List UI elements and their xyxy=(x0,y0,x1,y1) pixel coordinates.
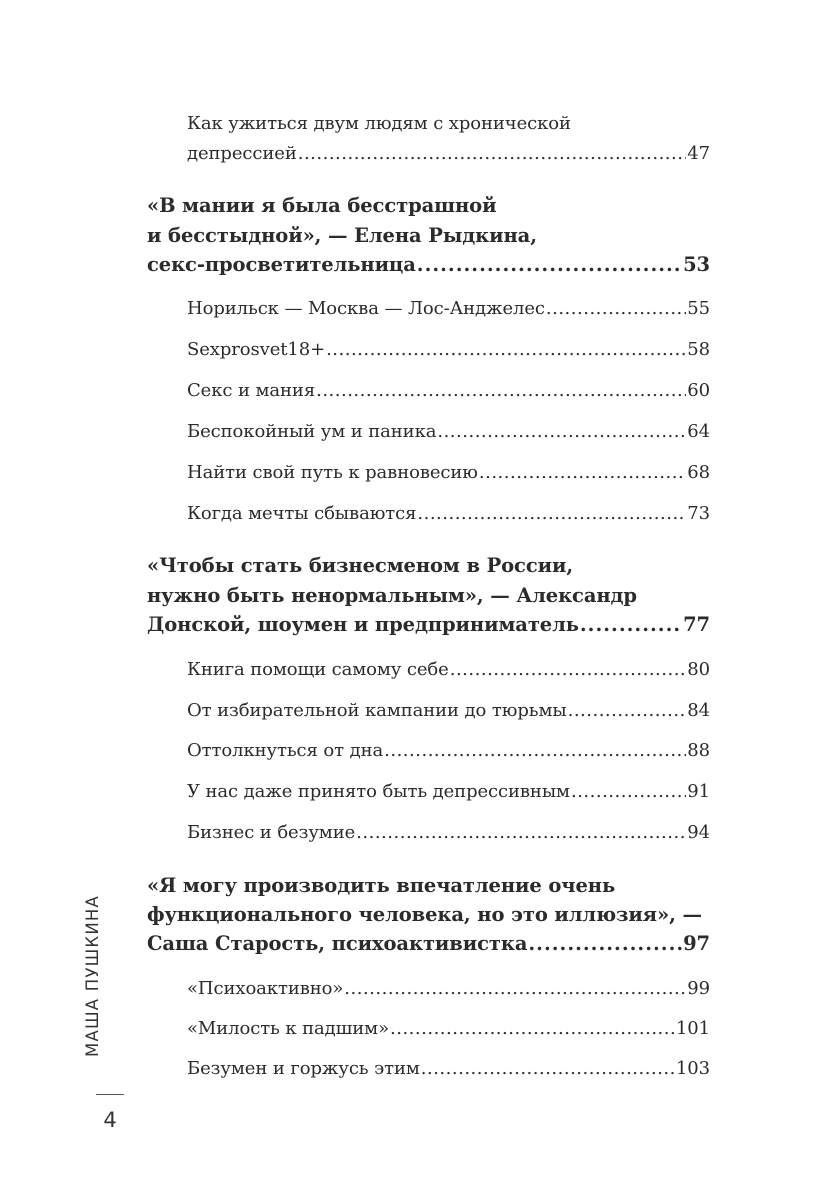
toc-entry[interactable] xyxy=(187,421,710,442)
toc-entry-title: Беспокойный ум и паника xyxy=(187,421,437,442)
toc-entry-title: Когда мечты сбываются xyxy=(187,503,417,524)
toc-page-number: 80 xyxy=(687,659,710,680)
toc-entry-title: Секс и мания xyxy=(187,380,316,401)
chapter-entry[interactable] xyxy=(147,613,710,636)
toc-entry[interactable] xyxy=(187,1018,710,1039)
toc-entry-title: депрессией xyxy=(187,143,297,164)
toc-entry[interactable] xyxy=(187,781,710,802)
leader-dots xyxy=(356,822,686,843)
toc-entry-title: «Милость к падшим» xyxy=(187,1018,390,1039)
chapter-title-line: и бесстыдной», — Елена Рыдкина, xyxy=(147,224,537,247)
leader-dots xyxy=(479,462,686,483)
leader-dots xyxy=(437,421,686,442)
toc-entry[interactable] xyxy=(187,740,710,761)
leader-dots xyxy=(546,298,686,319)
toc-page-number: 88 xyxy=(687,740,710,761)
toc-page-number: 47 xyxy=(687,143,710,164)
toc-entry[interactable] xyxy=(187,339,710,360)
leader-dots xyxy=(417,503,686,524)
toc-entry-title: Найти свой путь к равновесию xyxy=(187,462,478,483)
chapter-title-line: «Чтобы стать бизнесменом в России, xyxy=(147,554,574,577)
leader-dots xyxy=(580,613,682,636)
toc-entry[interactable] xyxy=(187,298,710,319)
leader-dots xyxy=(421,1058,675,1079)
leader-dots xyxy=(326,339,686,360)
leader-dots xyxy=(390,1018,675,1039)
toc-page-number: 64 xyxy=(687,421,710,442)
leader-dots xyxy=(384,740,686,761)
toc-page-number: 99 xyxy=(687,978,710,999)
toc-entry[interactable] xyxy=(187,659,710,680)
toc-entry[interactable] xyxy=(187,143,710,164)
toc-entry-title: Норильск — Москва — Лос-Анджелес xyxy=(187,298,545,319)
toc-page-number: 73 xyxy=(687,503,710,524)
chapter-title-line: «Я могу производить впечатление очень xyxy=(147,874,616,897)
toc-page-number: 101 xyxy=(675,1018,710,1039)
leader-dots xyxy=(298,143,687,164)
chapter-entry[interactable] xyxy=(147,932,710,955)
toc-entry[interactable] xyxy=(187,503,710,524)
toc-entry-title: Бизнес и безумие xyxy=(187,822,356,843)
toc-page-number: 55 xyxy=(687,298,710,319)
leader-dots xyxy=(316,380,686,401)
toc-entry-title: У нас даже принято быть депрессивным xyxy=(187,781,570,802)
chapter-title-line: функционального человека, но это иллюзия», — xyxy=(147,903,702,926)
chapter-title: Донской, шоумен и предприниматель xyxy=(147,613,579,636)
toc-entry-title: Книга помощи самому себе xyxy=(187,659,449,680)
toc-page-number: 68 xyxy=(687,462,710,483)
toc-entry[interactable] xyxy=(187,1058,710,1079)
toc-entry[interactable] xyxy=(187,978,710,999)
chapter-page-number: 97 xyxy=(683,932,710,955)
toc-entry-title: Безумен и горжусь этим xyxy=(187,1058,420,1079)
chapter-entry[interactable] xyxy=(147,253,710,276)
chapter-page-number: 53 xyxy=(683,253,710,276)
page-number: 4 xyxy=(103,1108,117,1132)
chapter-title: секс-просветительница xyxy=(147,253,416,276)
toc-entry[interactable] xyxy=(187,380,710,401)
leader-dots xyxy=(417,253,682,276)
running-head-divider xyxy=(96,1094,124,1095)
toc-entry-title: Sexprosvet18+ xyxy=(187,339,326,360)
chapter-title-line: нужно быть ненормальным», — Александр xyxy=(147,584,637,607)
chapter-title: Саша Старость, психоактивистка xyxy=(147,932,528,955)
chapter-page-number: 77 xyxy=(683,613,710,636)
toc-entry-line: Как ужиться двум людям с хронической xyxy=(187,113,571,134)
toc-page-number: 60 xyxy=(687,380,710,401)
toc-entry[interactable] xyxy=(187,462,710,483)
chapter-title-line: «В мании я была бесстрашной xyxy=(147,194,497,217)
toc-page-number: 94 xyxy=(687,822,710,843)
toc-entry-title: Оттолкнуться от дна xyxy=(187,740,384,761)
leader-dots xyxy=(568,700,687,721)
toc-entry-title: От избирательной кампании до тюрьмы xyxy=(187,700,567,721)
toc-page-number: 84 xyxy=(687,700,710,721)
toc-entry[interactable] xyxy=(187,700,710,721)
toc-entry[interactable] xyxy=(187,822,710,843)
running-head-author: МАША ПУШКИНА xyxy=(82,895,102,1057)
toc-page-number: 58 xyxy=(687,339,710,360)
toc-page-number: 103 xyxy=(675,1058,710,1079)
toc-page-number: 91 xyxy=(687,781,710,802)
leader-dots xyxy=(571,781,686,802)
toc-entry-title: «Психоактивно» xyxy=(187,978,344,999)
leader-dots xyxy=(450,659,687,680)
leader-dots xyxy=(528,932,682,955)
leader-dots xyxy=(344,978,686,999)
